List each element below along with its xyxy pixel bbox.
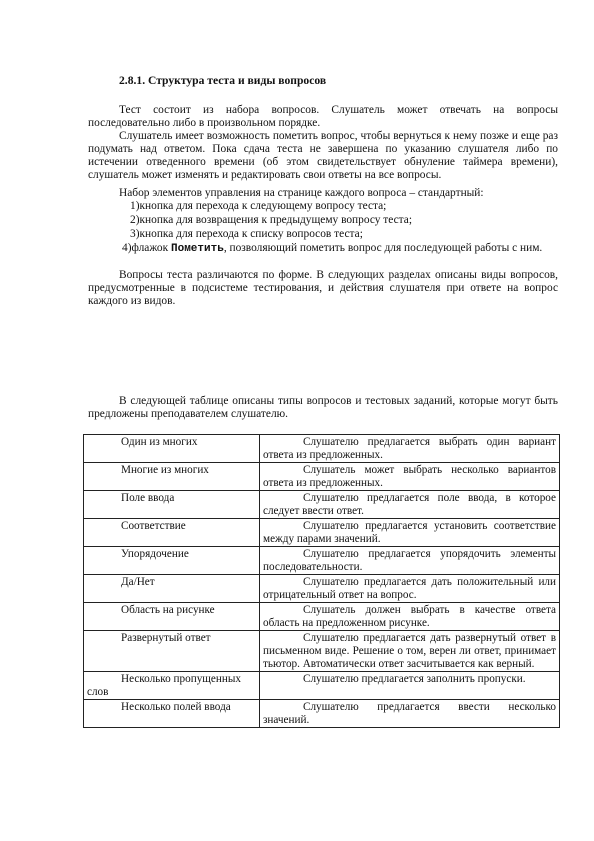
question-description-cell: Слушателю предлагается ввести несколько значений. <box>260 700 560 728</box>
paragraph-mark-question: Слушатель имеет возможность пометить вопрос, чтобы вернуться к нему позже и еще раз подумать над ответом. Пока сдача теста не завершена по указанию слушателя либо по истечении отведенного времени (об этом свидетельствует обнуление таймера времени), слушатель может изменять и редактировать свои ответы на все вопросы. <box>88 130 558 181</box>
flag-name-code: Пометить <box>171 243 224 255</box>
question-type-cell: Соответствие <box>84 519 260 547</box>
table-row <box>84 631 560 672</box>
table-row <box>84 575 560 603</box>
question-description-cell: Слушатель должен выбрать в качестве ответа область на предложенном рисунке. <box>260 603 560 631</box>
question-types-table <box>83 434 560 728</box>
list-item-flag-suffix: , позволяющий пометить вопрос для последующей работы с ним. <box>223 242 543 254</box>
question-description-cell: Слушателю предлагается заполнить пропуски. <box>260 672 560 700</box>
question-description-cell: Слушатель может выбрать несколько вариантов ответа из предложенных. <box>260 463 560 491</box>
paragraph-table-intro: В следующей таблице описаны типы вопросов и тестовых заданий, которые могут быть предложены преподавателем слушателю. <box>88 395 558 420</box>
question-type-cell: Поле ввода <box>84 491 260 519</box>
question-type-cell: Область на рисунке <box>84 603 260 631</box>
table-row <box>84 435 560 463</box>
section-number: 2.8.1 <box>119 74 143 87</box>
question-type-cell: Упорядочение <box>84 547 260 575</box>
question-type-cell: Развернутый ответ <box>84 631 260 672</box>
table-row <box>84 603 560 631</box>
list-item-next: 1)кнопка для перехода к следующему вопросу теста; <box>130 200 387 212</box>
table-row <box>84 519 560 547</box>
question-description-cell: Слушателю предлагается выбрать один вариант ответа из предложенных. <box>260 435 560 463</box>
question-description-cell: Слушателю предлагается поле ввода, в которое следует ввести ответ. <box>260 491 560 519</box>
question-description-cell: Слушателю предлагается дать положительный или отрицательный ответ на вопрос. <box>260 575 560 603</box>
question-description-cell: Слушателю предлагается упорядочить элементы последовательности. <box>260 547 560 575</box>
paragraph-question-types: Вопросы теста различаются по форме. В следующих разделах описаны виды вопросов, предусмотренные в подсистеме тестирования, и действия слушателя при ответе на вопрос каждого из видов. <box>88 269 558 307</box>
question-type-cell: Многие из многих <box>84 463 260 491</box>
table-row <box>84 672 560 700</box>
list-item-flag <box>80 242 558 256</box>
table-row <box>84 547 560 575</box>
list-item-prev: 2)кнопка для возвращения к предыдущему вопросу теста; <box>130 214 412 226</box>
table-row <box>84 700 560 728</box>
table-row <box>84 491 560 519</box>
question-type-cell: Да/Нет <box>84 575 260 603</box>
list-item-list: 3)кнопка для перехода к списку вопросов теста; <box>130 228 363 240</box>
question-description-cell: Слушателю предлагается установить соответствие между парами значений. <box>260 519 560 547</box>
question-description-cell: Слушателю предлагается дать развернутый ответ в письменном виде. Решение о том, верен ли ответ, принимает тьютор. Автоматически ответ засчитывается как верный. <box>260 631 560 672</box>
question-type-cell: Один из многих <box>84 435 260 463</box>
section-heading <box>119 74 326 87</box>
table-row <box>84 463 560 491</box>
paragraph-controls-intro: Набор элементов управления на странице каждого вопроса – стандартный: <box>119 187 484 199</box>
question-type-cell: Несколько пропущенных слов <box>84 672 260 700</box>
list-item-flag-prefix: 4)флажок <box>122 242 171 254</box>
question-type-cell: Несколько полей ввода <box>84 700 260 728</box>
paragraph-test-structure: Тест состоит из набора вопросов. Слушатель может отвечать на вопросы последовательно либо в произвольном порядке. <box>88 104 558 129</box>
section-title: . Структура теста и виды вопросов <box>142 74 327 87</box>
